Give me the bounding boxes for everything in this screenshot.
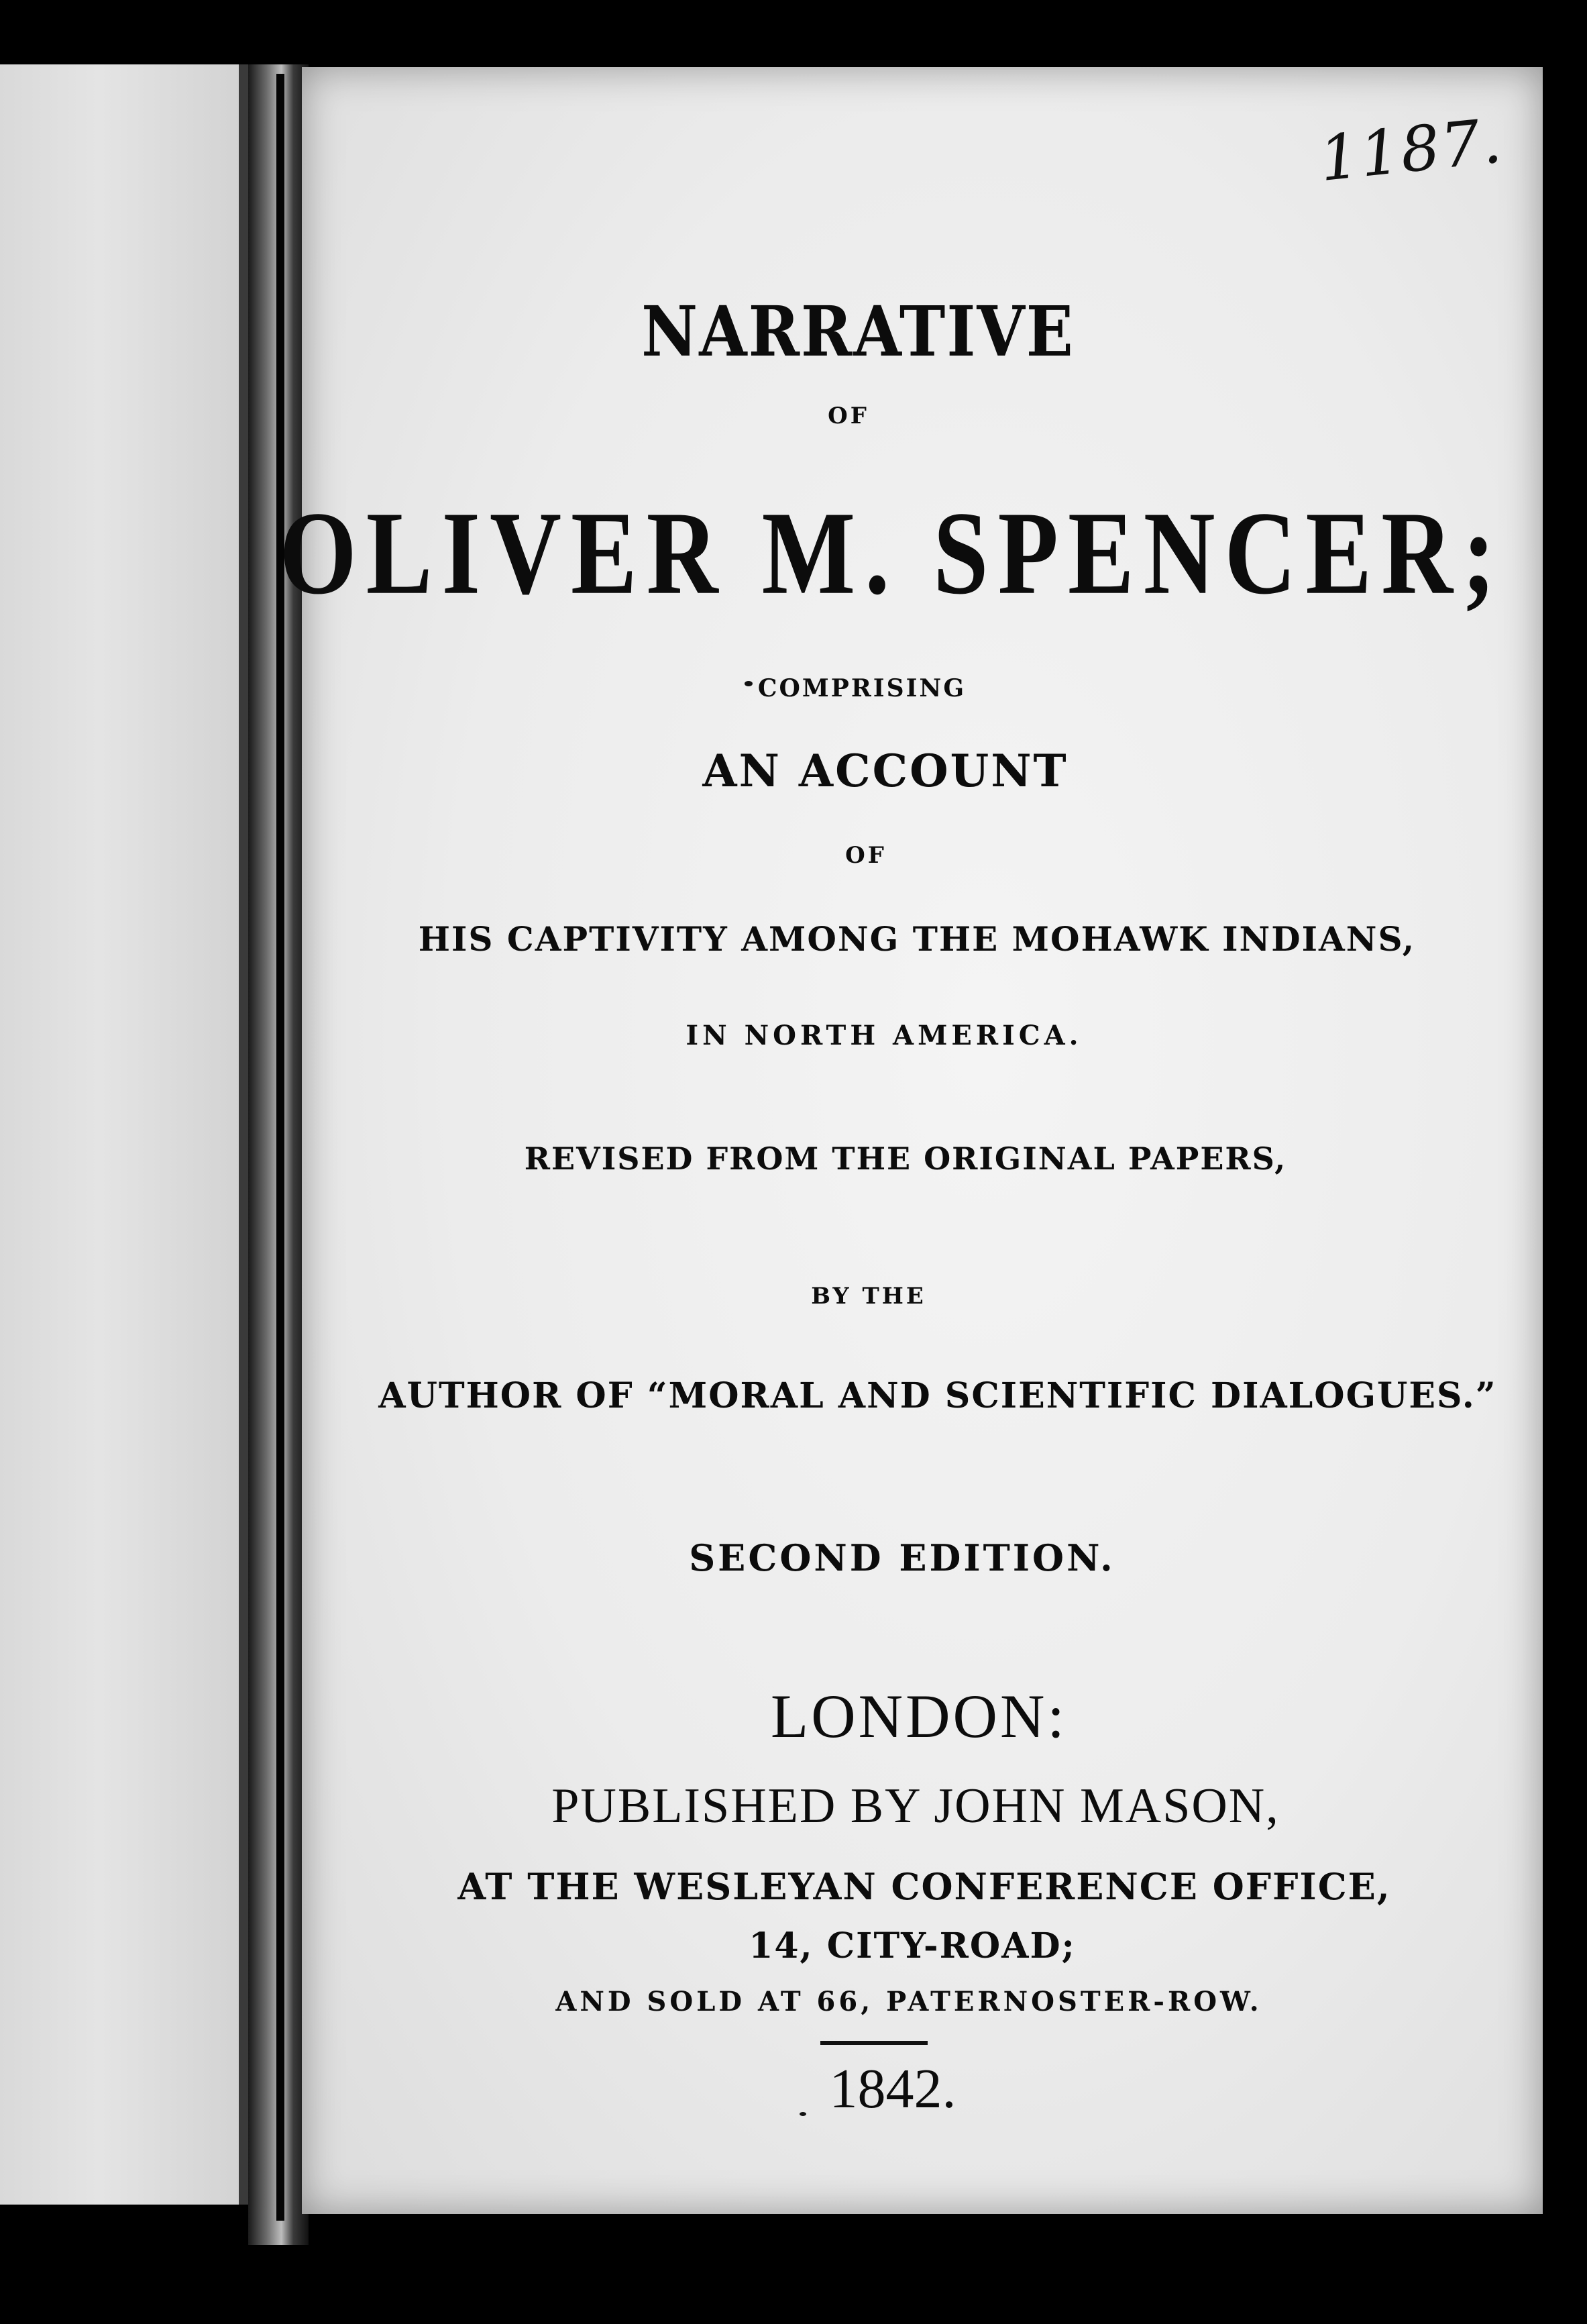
account-connector-of: OF <box>845 842 887 869</box>
ink-speck <box>800 2112 806 2116</box>
handwritten-shelfmark: 1187. <box>1315 105 1506 195</box>
captivity-line: HIS CAPTIVITY AMONG THE MOHAWK INDIANS, <box>418 919 1416 959</box>
imprint-office: AT THE WESLEYAN CONFERENCE OFFICE, <box>457 1865 1391 1908</box>
ink-speck <box>745 681 753 686</box>
title-page <box>279 67 1543 2214</box>
revised-line: REVISED FROM THE ORIGINAL PAPERS, <box>524 1141 1287 1177</box>
imprint-sold-at: AND SOLD AT 66, PATERNOSTER-ROW. <box>555 1986 1262 2017</box>
imprint-city: LONDON: <box>771 1682 1067 1750</box>
author-line: AUTHOR OF “MORAL AND SCIENTIFIC DIALOGUES.” <box>378 1375 1497 1416</box>
edition-line: SECOND EDITION. <box>689 1536 1115 1579</box>
location-line: IN NORTH AMERICA. <box>686 1020 1083 1051</box>
subject-name: OLIVER M. SPENCER; <box>279 487 1505 620</box>
facing-page <box>0 64 248 2205</box>
comprising-line: COMPRISING <box>757 674 967 702</box>
imprint-publisher: PUBLISHED BY JOHN MASON, <box>551 1779 1280 1834</box>
by-the-line: BY THE <box>811 1283 926 1310</box>
imprint-rule <box>820 2041 928 2045</box>
account-line: AN ACCOUNT <box>702 745 1069 797</box>
title-connector-of: OF <box>828 403 869 429</box>
binding-edge <box>276 74 284 2221</box>
book-title: NARRATIVE <box>641 290 1075 372</box>
imprint-address: 14, CITY-ROAD; <box>749 1925 1076 1966</box>
imprint-year: 1842. <box>829 2058 956 2120</box>
